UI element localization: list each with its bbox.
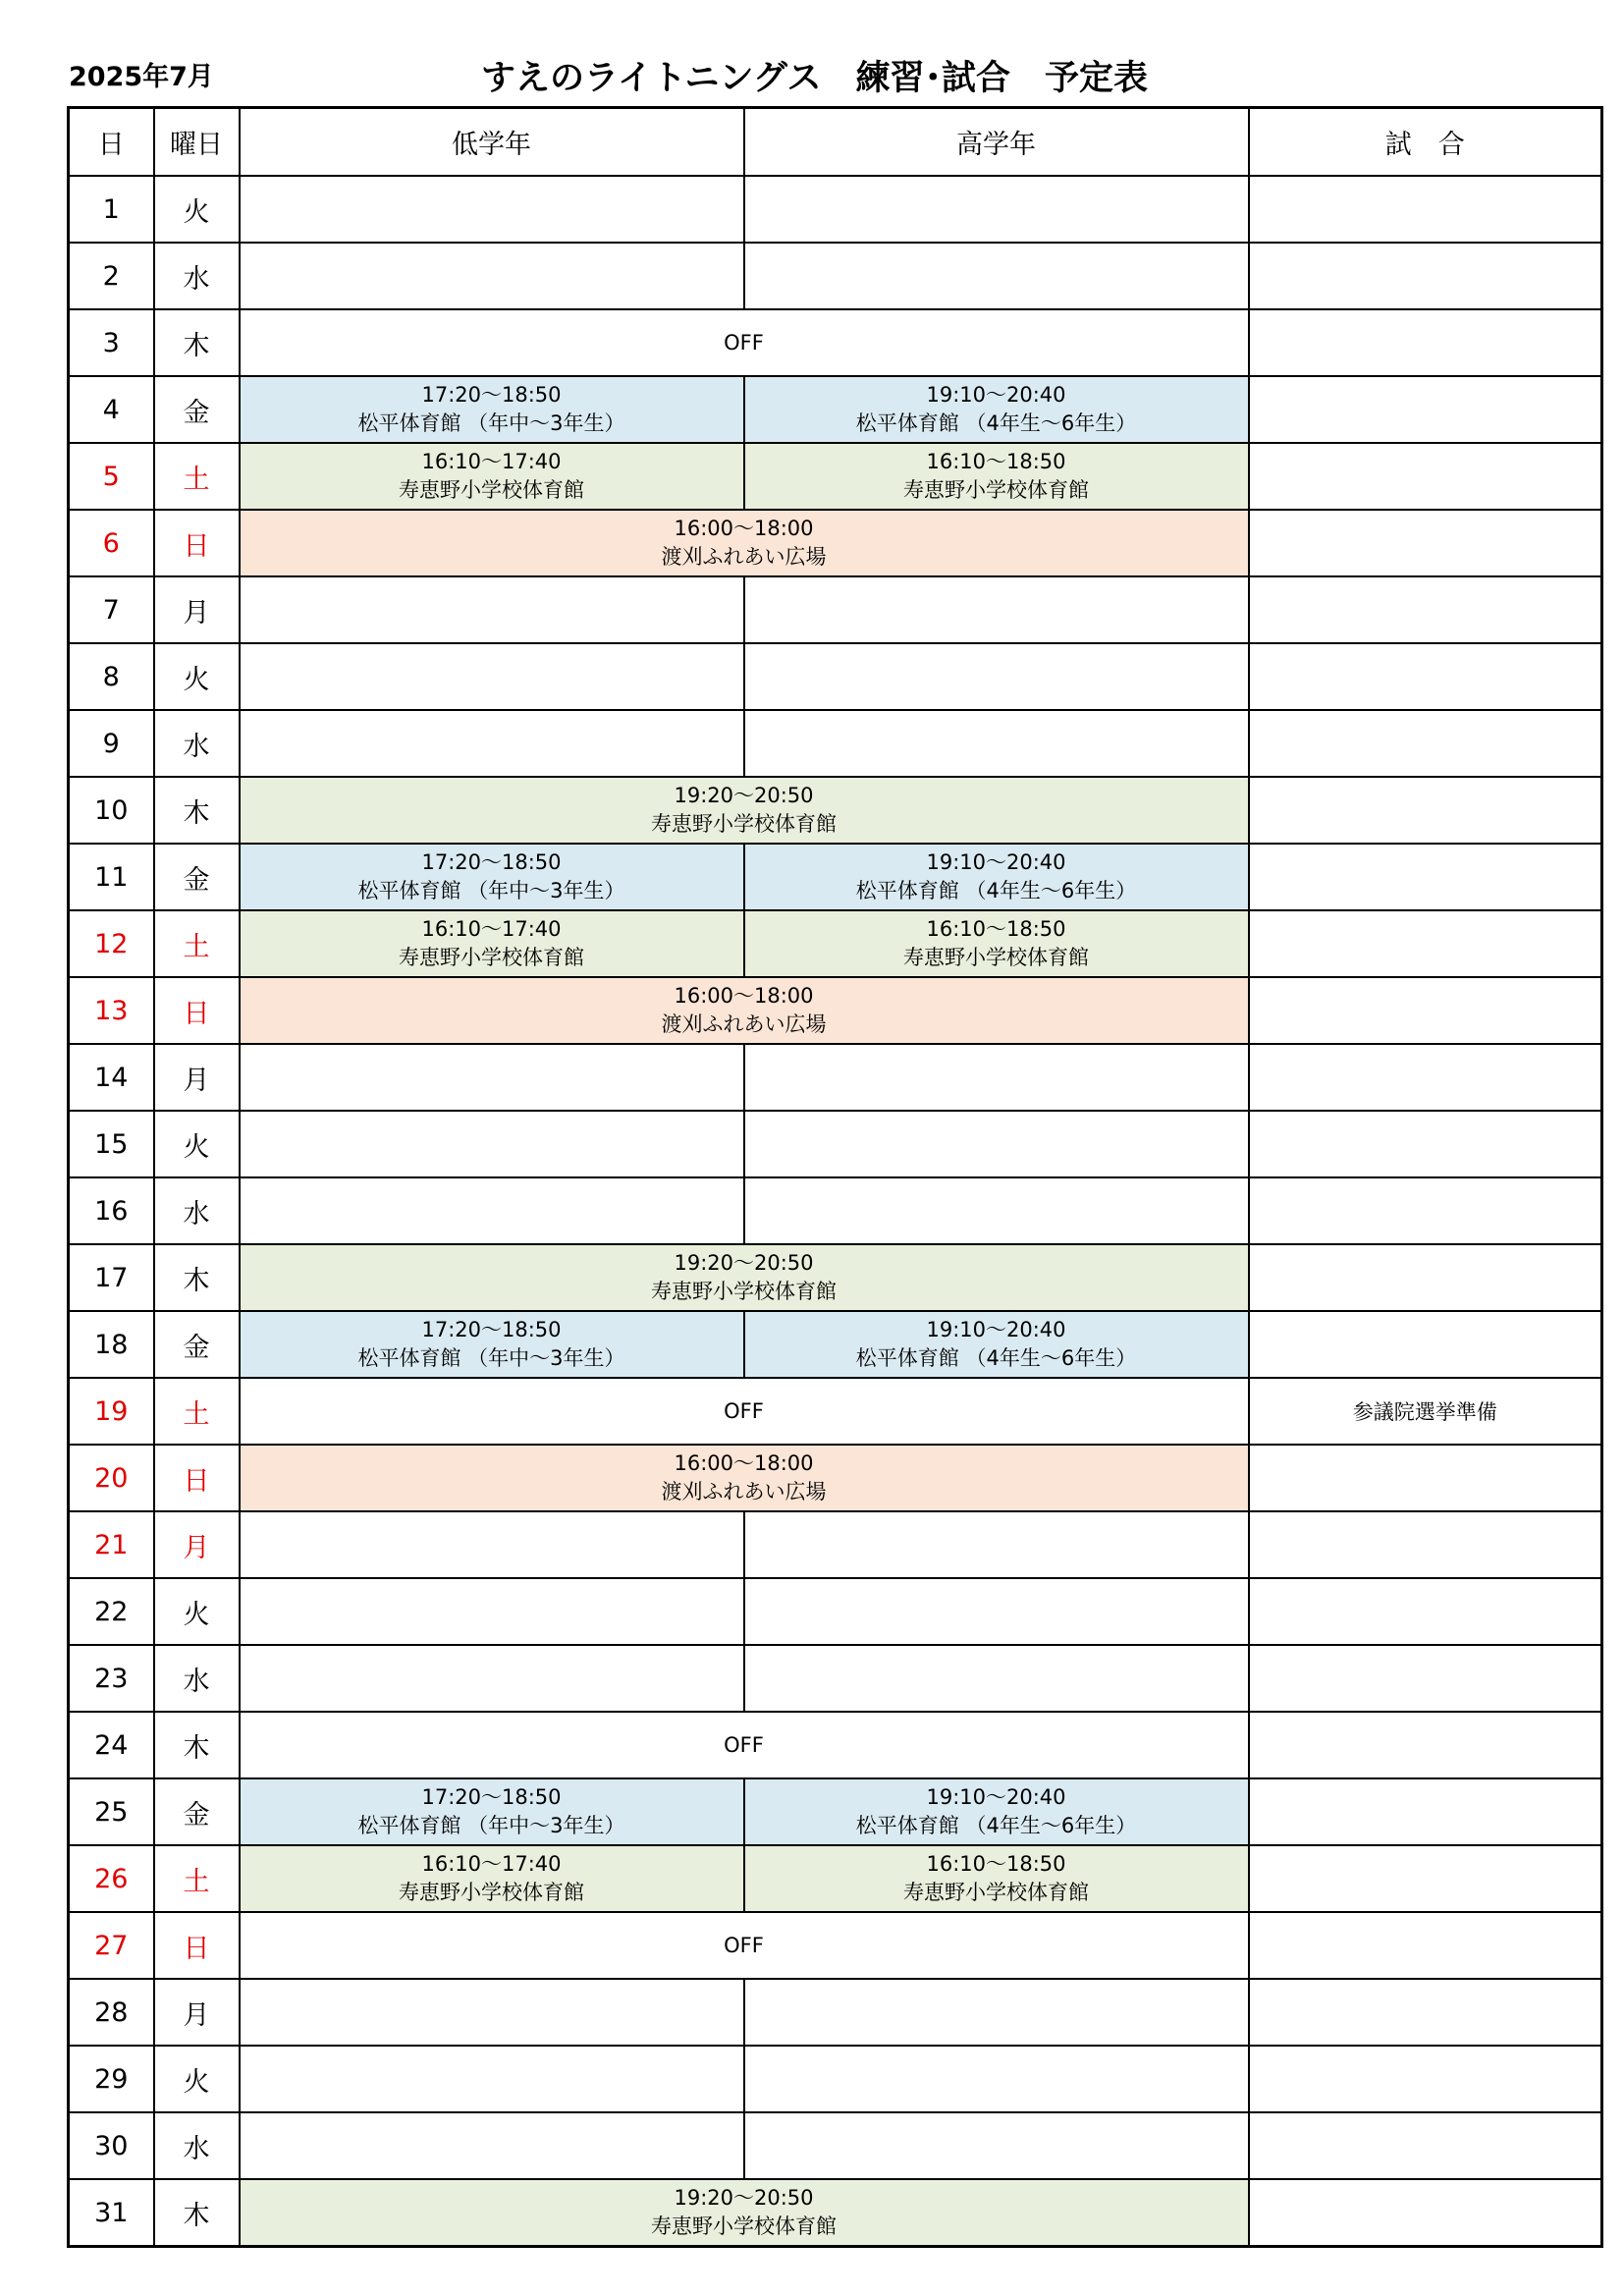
day-cell: 7 bbox=[69, 576, 154, 643]
combined-practice-cell bbox=[240, 977, 1249, 1044]
combined-practice-cell bbox=[240, 2179, 1249, 2247]
match-cell bbox=[1249, 1244, 1602, 1311]
weekday-cell: 水 bbox=[154, 710, 240, 777]
schedule-line: 16:00～18:00 bbox=[674, 517, 814, 540]
upper-grade-cell bbox=[744, 1511, 1249, 1578]
month-label: 2025年7月 bbox=[69, 62, 214, 92]
schedule-line: 松平体育館 （年中～3年生） bbox=[357, 1814, 625, 1837]
weekday-cell: 月 bbox=[154, 576, 240, 643]
schedule-line: 松平体育館 （4年生～6年生） bbox=[855, 1346, 1137, 1370]
day-cell: 11 bbox=[69, 844, 154, 910]
schedule-body bbox=[69, 176, 1602, 2247]
schedule-row bbox=[69, 910, 1602, 977]
upper-grade-cell bbox=[744, 1645, 1249, 1712]
day-cell: 2 bbox=[69, 243, 154, 309]
schedule-line: 松平体育館 （4年生～6年生） bbox=[855, 1814, 1137, 1837]
upper-grade-cell bbox=[744, 1845, 1249, 1912]
schedule-line: 19:20～20:50 bbox=[674, 1251, 814, 1275]
lower-grade-cell bbox=[240, 1111, 744, 1177]
day-cell: 17 bbox=[69, 1244, 154, 1311]
schedule-line: 松平体育館 （年中～3年生） bbox=[357, 1346, 625, 1370]
lower-grade-cell bbox=[240, 376, 744, 443]
schedule-row bbox=[69, 710, 1602, 777]
lower-grade-cell bbox=[240, 1845, 744, 1912]
upper-grade-cell bbox=[744, 376, 1249, 443]
schedule-row bbox=[69, 2046, 1602, 2112]
day-cell: 1 bbox=[69, 176, 154, 243]
day-cell: 6 bbox=[69, 510, 154, 576]
upper-grade-cell bbox=[744, 1044, 1249, 1111]
day-cell: 10 bbox=[69, 777, 154, 844]
schedule-row bbox=[69, 844, 1602, 910]
upper-grade-cell bbox=[744, 1778, 1249, 1845]
combined-practice-cell bbox=[240, 1712, 1249, 1778]
schedule-row bbox=[69, 576, 1602, 643]
schedule-line: 19:20～20:50 bbox=[674, 2186, 814, 2210]
match-cell bbox=[1249, 510, 1602, 576]
weekday-cell: 火 bbox=[154, 2046, 240, 2112]
day-cell: 15 bbox=[69, 1111, 154, 1177]
weekday-cell: 月 bbox=[154, 1979, 240, 2046]
match-cell bbox=[1249, 1177, 1602, 1244]
day-cell: 21 bbox=[69, 1511, 154, 1578]
schedule-row bbox=[69, 443, 1602, 510]
combined-practice-cell bbox=[240, 1378, 1249, 1445]
upper-grade-cell bbox=[744, 1177, 1249, 1244]
schedule-row bbox=[69, 2179, 1602, 2247]
day-cell: 9 bbox=[69, 710, 154, 777]
weekday-cell: 土 bbox=[154, 443, 240, 510]
upper-grade-cell bbox=[744, 576, 1249, 643]
schedule-row bbox=[69, 1111, 1602, 1177]
schedule-row bbox=[69, 1845, 1602, 1912]
weekday-cell: 火 bbox=[154, 1578, 240, 1645]
match-cell bbox=[1249, 844, 1602, 910]
day-cell: 20 bbox=[69, 1445, 154, 1511]
match-cell bbox=[1249, 1578, 1602, 1645]
header-row bbox=[69, 108, 1602, 177]
lower-grade-cell bbox=[240, 1044, 744, 1111]
weekday-cell: 水 bbox=[154, 1645, 240, 1712]
weekday-cell: 金 bbox=[154, 844, 240, 910]
day-cell: 25 bbox=[69, 1778, 154, 1845]
combined-practice-cell bbox=[240, 1244, 1249, 1311]
schedule-line: 寿恵野小学校体育館 bbox=[399, 478, 584, 502]
lower-grade-cell bbox=[240, 1578, 744, 1645]
schedule-line: 16:10～17:40 bbox=[421, 917, 562, 941]
weekday-cell: 金 bbox=[154, 1311, 240, 1378]
match-cell bbox=[1249, 1445, 1602, 1511]
upper-grade-cell bbox=[744, 176, 1249, 243]
match-cell bbox=[1249, 1511, 1602, 1578]
match-cell bbox=[1249, 1912, 1602, 1979]
match-cell bbox=[1249, 443, 1602, 510]
schedule-line: 16:10～17:40 bbox=[421, 450, 562, 473]
upper-grade-cell bbox=[744, 1979, 1249, 2046]
schedule-line: 渡刈ふれあい広場 bbox=[661, 545, 827, 569]
schedule-line: 寿恵野小学校体育館 bbox=[399, 1881, 584, 1904]
schedule-line: 松平体育館 （年中～3年生） bbox=[357, 411, 625, 435]
schedule-line: 16:00～18:00 bbox=[674, 984, 814, 1008]
match-cell bbox=[1249, 777, 1602, 844]
schedule-line: 寿恵野小学校体育館 bbox=[651, 812, 837, 836]
day-cell: 30 bbox=[69, 2112, 154, 2179]
header-weekday: 曜日 bbox=[154, 108, 240, 177]
schedule-line: 17:20～18:50 bbox=[421, 850, 562, 874]
schedule-line: 寿恵野小学校体育館 bbox=[903, 1881, 1089, 1904]
schedule-line: 渡刈ふれあい広場 bbox=[661, 1012, 827, 1036]
weekday-cell: 土 bbox=[154, 1845, 240, 1912]
upper-grade-cell bbox=[744, 2046, 1249, 2112]
match-cell: 参議院選挙準備 bbox=[1249, 1378, 1602, 1445]
day-cell: 16 bbox=[69, 1177, 154, 1244]
upper-grade-cell bbox=[744, 243, 1249, 309]
combined-practice-cell bbox=[240, 1912, 1249, 1979]
day-cell: 26 bbox=[69, 1845, 154, 1912]
schedule-line: 19:10～20:40 bbox=[926, 850, 1066, 874]
schedule-row bbox=[69, 777, 1602, 844]
upper-grade-cell bbox=[744, 710, 1249, 777]
weekday-cell: 木 bbox=[154, 777, 240, 844]
combined-practice-cell bbox=[240, 1445, 1249, 1511]
match-cell bbox=[1249, 2179, 1602, 2247]
schedule-row bbox=[69, 376, 1602, 443]
day-cell: 29 bbox=[69, 2046, 154, 2112]
match-cell bbox=[1249, 1845, 1602, 1912]
schedule-row bbox=[69, 2112, 1602, 2179]
weekday-cell: 日 bbox=[154, 510, 240, 576]
schedule-line: 寿恵野小学校体育館 bbox=[399, 946, 584, 969]
lower-grade-cell bbox=[240, 2112, 744, 2179]
schedule-row bbox=[69, 1778, 1602, 1845]
schedule-row bbox=[69, 1044, 1602, 1111]
schedule-line: 寿恵野小学校体育館 bbox=[903, 478, 1089, 502]
weekday-cell: 木 bbox=[154, 309, 240, 376]
upper-grade-cell bbox=[744, 1311, 1249, 1378]
header-upper-grade: 高学年 bbox=[744, 108, 1249, 177]
lower-grade-cell bbox=[240, 643, 744, 710]
weekday-cell: 土 bbox=[154, 1378, 240, 1445]
combined-practice-cell bbox=[240, 510, 1249, 576]
match-cell bbox=[1249, 1712, 1602, 1778]
schedule-line: 19:10～20:40 bbox=[926, 1785, 1066, 1809]
schedule-line: 16:10～18:50 bbox=[926, 1852, 1066, 1876]
schedule-row bbox=[69, 1378, 1602, 1445]
schedule-line: 16:10～17:40 bbox=[421, 1852, 562, 1876]
schedule-line: 19:10～20:40 bbox=[926, 1318, 1066, 1341]
schedule-line: 16:10～18:50 bbox=[926, 917, 1066, 941]
schedule-row bbox=[69, 243, 1602, 309]
schedule-line: 16:10～18:50 bbox=[926, 450, 1066, 473]
lower-grade-cell bbox=[240, 1979, 744, 2046]
day-cell: 31 bbox=[69, 2179, 154, 2247]
upper-grade-cell bbox=[744, 2112, 1249, 2179]
lower-grade-cell bbox=[240, 1311, 744, 1378]
schedule-row bbox=[69, 1445, 1602, 1511]
header-match: 試 合 bbox=[1249, 108, 1602, 177]
schedule-row bbox=[69, 1645, 1602, 1712]
combined-practice-cell bbox=[240, 309, 1249, 376]
weekday-cell: 水 bbox=[154, 243, 240, 309]
weekday-cell: 火 bbox=[154, 643, 240, 710]
match-cell bbox=[1249, 1044, 1602, 1111]
match-cell bbox=[1249, 176, 1602, 243]
upper-grade-cell bbox=[744, 1111, 1249, 1177]
schedule-line: 17:20～18:50 bbox=[421, 383, 562, 407]
lower-grade-cell bbox=[240, 576, 744, 643]
schedule-line: 17:20～18:50 bbox=[421, 1318, 562, 1341]
header-lower-grade: 低学年 bbox=[240, 108, 744, 177]
day-cell: 5 bbox=[69, 443, 154, 510]
schedule-line: OFF bbox=[724, 1398, 764, 1423]
day-cell: 24 bbox=[69, 1712, 154, 1778]
schedule-line: 16:00～18:00 bbox=[674, 1451, 814, 1475]
weekday-cell: 金 bbox=[154, 1778, 240, 1845]
weekday-cell: 日 bbox=[154, 1912, 240, 1979]
schedule-line: 寿恵野小学校体育館 bbox=[651, 2214, 837, 2238]
schedule-row bbox=[69, 1511, 1602, 1578]
combined-practice-cell bbox=[240, 777, 1249, 844]
lower-grade-cell bbox=[240, 844, 744, 910]
upper-grade-cell bbox=[744, 1578, 1249, 1645]
weekday-cell: 月 bbox=[154, 1044, 240, 1111]
schedule-line: 19:20～20:50 bbox=[674, 784, 814, 807]
schedule-row bbox=[69, 643, 1602, 710]
match-cell bbox=[1249, 1645, 1602, 1712]
schedule-row bbox=[69, 1912, 1602, 1979]
weekday-cell: 火 bbox=[154, 1111, 240, 1177]
weekday-cell: 木 bbox=[154, 1244, 240, 1311]
weekday-cell: 土 bbox=[154, 910, 240, 977]
weekday-cell: 木 bbox=[154, 1712, 240, 1778]
weekday-cell: 水 bbox=[154, 2112, 240, 2179]
schedule-row bbox=[69, 1311, 1602, 1378]
day-cell: 28 bbox=[69, 1979, 154, 2046]
day-cell: 12 bbox=[69, 910, 154, 977]
schedule-row bbox=[69, 510, 1602, 576]
match-cell bbox=[1249, 1979, 1602, 2046]
upper-grade-cell bbox=[744, 844, 1249, 910]
match-cell bbox=[1249, 2112, 1602, 2179]
weekday-cell: 月 bbox=[154, 1511, 240, 1578]
match-cell bbox=[1249, 710, 1602, 777]
schedule-line: 松平体育館 （4年生～6年生） bbox=[855, 879, 1137, 902]
lower-grade-cell bbox=[240, 1511, 744, 1578]
schedule-row bbox=[69, 1177, 1602, 1244]
schedule-row bbox=[69, 309, 1602, 376]
day-cell: 8 bbox=[69, 643, 154, 710]
match-cell bbox=[1249, 1778, 1602, 1845]
weekday-cell: 金 bbox=[154, 376, 240, 443]
lower-grade-cell bbox=[240, 2046, 744, 2112]
weekday-cell: 日 bbox=[154, 1445, 240, 1511]
schedule-line: 渡刈ふれあい広場 bbox=[661, 1480, 827, 1503]
schedule-line: 19:10～20:40 bbox=[926, 383, 1066, 407]
day-cell: 4 bbox=[69, 376, 154, 443]
day-cell: 14 bbox=[69, 1044, 154, 1111]
day-cell: 19 bbox=[69, 1378, 154, 1445]
day-cell: 23 bbox=[69, 1645, 154, 1712]
lower-grade-cell bbox=[240, 443, 744, 510]
upper-grade-cell bbox=[744, 910, 1249, 977]
lower-grade-cell bbox=[240, 710, 744, 777]
day-cell: 27 bbox=[69, 1912, 154, 1979]
weekday-cell: 日 bbox=[154, 977, 240, 1044]
day-cell: 3 bbox=[69, 309, 154, 376]
day-cell: 13 bbox=[69, 977, 154, 1044]
schedule-line: 寿恵野小学校体育館 bbox=[903, 946, 1089, 969]
schedule-line: 松平体育館 （4年生～6年生） bbox=[855, 411, 1137, 435]
schedule-line: 寿恵野小学校体育館 bbox=[651, 1280, 837, 1303]
match-cell bbox=[1249, 977, 1602, 1044]
weekday-cell: 火 bbox=[154, 176, 240, 243]
match-cell bbox=[1249, 376, 1602, 443]
match-cell bbox=[1249, 309, 1602, 376]
lower-grade-cell bbox=[240, 910, 744, 977]
schedule-line: OFF bbox=[724, 1933, 764, 1957]
match-cell bbox=[1249, 2046, 1602, 2112]
weekday-cell: 木 bbox=[154, 2179, 240, 2247]
page-title: すえのライトニングス 練習･試合 予定表 bbox=[481, 59, 1149, 98]
lower-grade-cell bbox=[240, 1645, 744, 1712]
schedule-line: OFF bbox=[724, 1732, 764, 1757]
header-day: 日 bbox=[69, 108, 154, 177]
weekday-cell: 水 bbox=[154, 1177, 240, 1244]
day-cell: 22 bbox=[69, 1578, 154, 1645]
lower-grade-cell bbox=[240, 1177, 744, 1244]
schedule-line: 17:20～18:50 bbox=[421, 1785, 562, 1809]
match-cell bbox=[1249, 910, 1602, 977]
lower-grade-cell bbox=[240, 243, 744, 309]
schedule-line: OFF bbox=[724, 330, 764, 355]
schedule-row bbox=[69, 176, 1602, 243]
schedule-row bbox=[69, 977, 1602, 1044]
match-cell bbox=[1249, 1311, 1602, 1378]
lower-grade-cell bbox=[240, 1778, 744, 1845]
match-cell bbox=[1249, 1111, 1602, 1177]
day-cell: 18 bbox=[69, 1311, 154, 1378]
schedule-table bbox=[67, 106, 1603, 2248]
lower-grade-cell bbox=[240, 176, 744, 243]
schedule-row bbox=[69, 1712, 1602, 1778]
match-cell bbox=[1249, 576, 1602, 643]
schedule-row bbox=[69, 1578, 1602, 1645]
upper-grade-cell bbox=[744, 643, 1249, 710]
upper-grade-cell bbox=[744, 443, 1249, 510]
schedule-line: 松平体育館 （年中～3年生） bbox=[357, 879, 625, 902]
schedule-row bbox=[69, 1979, 1602, 2046]
schedule-row bbox=[69, 1244, 1602, 1311]
match-cell bbox=[1249, 243, 1602, 309]
match-cell bbox=[1249, 643, 1602, 710]
